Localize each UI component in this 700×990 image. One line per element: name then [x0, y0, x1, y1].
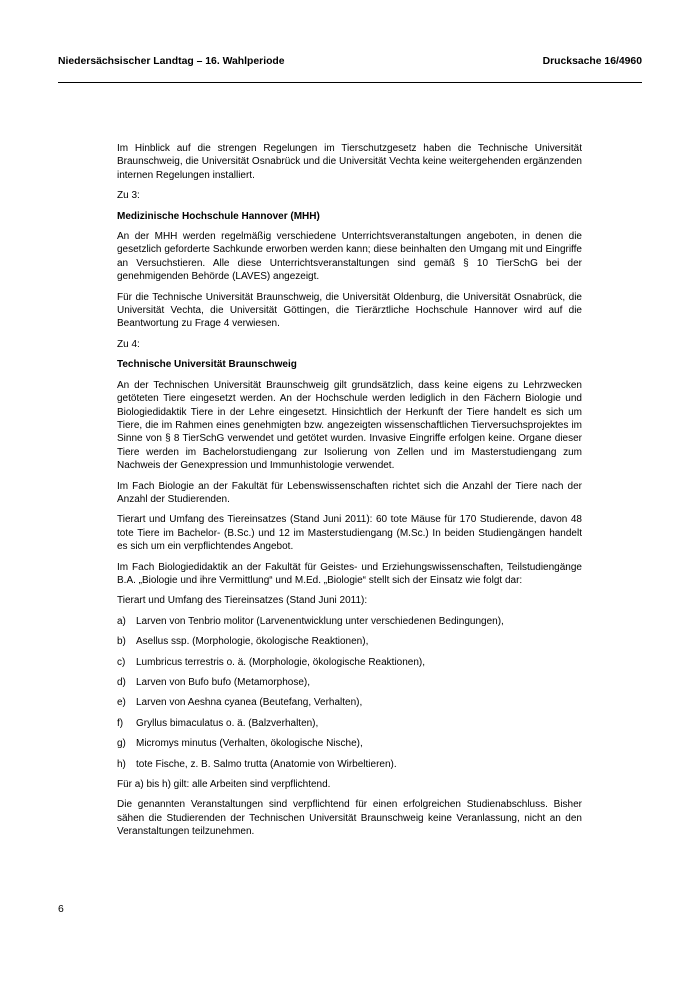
page-header [58, 56, 642, 70]
list-item [117, 717, 582, 730]
section-label: Zu 4: [117, 338, 140, 350]
list-item [117, 635, 582, 648]
list-marker: e) [117, 697, 126, 709]
paragraph: Im Fach Biologiedidaktik an der Fakultät für Geistes- und Erziehungswissenschaften, Teilstudiengänge B.A. „Biologie und ihre Vermittlung“ und M.Ed. „Biologie“ stellt sich der Einsatz wie folgt dar: [117, 561, 582, 586]
paragraph: An der Technischen Universität Braunschweig gilt grundsätzlich, dass keine eigens zu Lehrzwecken getöteten Tiere eingesetzt werden. An der Hochschule werden lediglich in den Fächern Biologie und Biologiedidaktik Tiere in der Lehre eingesetzt. Hinsichtlich der Herkunft der Tiere handelt es sich um Tiere, die im Rahmen eines genehmigten bzw. angezeigten wissenschaftlichen Tierversuchsprojektes im Sinne von § 8 TierSchG verwendet und getötet wurden. Invasive Eingriffe erfolgen keine. Organe dieser Tiere werden im Bachelorstudiengang zur Isolierung von Zellen und im Masterstudiengang zum Nachweis der Genexpression und Immunhistologie verwendet. [117, 379, 582, 472]
paragraph: Für die Technische Universität Braunschweig, die Universität Oldenburg, die Universität Osnabrück, die Universität Vechta, die Universität Göttingen, die Tierärztliche Hochschule Hannover wird auf die Beantwortung zu Frage 4 verwiesen. [117, 291, 582, 330]
list-item [117, 676, 582, 689]
header-divider [58, 82, 642, 83]
paragraph: Für a) bis h) gilt: alle Arbeiten sind verpflichtend. [117, 779, 331, 791]
list-marker: b) [117, 636, 126, 648]
list-item [117, 656, 582, 669]
list-item [117, 696, 582, 709]
list-marker: f) [117, 717, 124, 729]
header-doc-number: Drucksache 16/4960 [542, 56, 642, 67]
paragraph: An der MHH werden regelmäßig verschiedene Unterrichtsveranstaltungen angeboten, in denen die gesetzlich geforderte Sachkunde erworben werden kann; diese beinhalten den Umgang mit und Eingriffe an Versuchstieren. Alle diese Unterrichtsveranstaltungen sind gemäß § 10 TierSchG bei der genehmigenden Behörde (LAVES) angezeigt. [117, 231, 582, 283]
list-item-text: tote Fische, z. B. Salmo trutta (Anatomie von Wirbeltieren). [136, 758, 397, 770]
list-marker: a) [117, 615, 126, 627]
section-heading: Technische Universität Braunschweig [117, 359, 297, 371]
list-marker: h) [117, 758, 126, 770]
list-item-text: Asellus ssp. (Morphologie, ökologische Reaktionen), [136, 636, 369, 648]
section-heading: Medizinische Hochschule Hannover (MHH) [117, 210, 320, 222]
list-item [117, 737, 582, 750]
header-title: Niedersächsischer Landtag – 16. Wahlperiode [58, 56, 285, 67]
list-item [117, 758, 582, 771]
list-item-text: Gryllus bimaculatus o. ä. (Balzverhalten), [136, 717, 319, 729]
list-item [117, 615, 582, 628]
document-body [117, 142, 582, 846]
paragraph: Tierart und Umfang des Tiereinsatzes (Stand Juni 2011): [117, 595, 368, 607]
list-item-text: Micromys minutus (Verhalten, ökologische Nische), [136, 738, 363, 750]
list-marker: d) [117, 677, 126, 688]
list-item-text: Larven von Aeshna cyanea (Beutefang, Verhalten), [136, 697, 363, 709]
list-marker: c) [117, 656, 126, 668]
paragraph: Tierart und Umfang des Tiereinsatzes (Stand Juni 2011): 60 tote Mäuse für 170 Studierende, davon 48 tote Tiere im Bachelor- (B.Sc.) und 12 im Masterstudiengang (M.Sc.) In beiden Studiengängen handelt es sich um ein verpflichtendes Angebot. [117, 514, 582, 553]
page-number: 6 [58, 904, 64, 915]
list-item-text: Lumbricus terrestris o. ä. (Morphologie, ökologische Reaktionen), [136, 656, 426, 668]
paragraph: Die genannten Veranstaltungen sind verpflichtend für einen erfolgreichen Studienabschluss. Bisher sähen die Studierenden der Technischen Universität Braunschweig keine Veranlassung, nicht an den Veranstaltungen teilzunehmen. [117, 799, 582, 838]
list-item-text: Larven von Bufo bufo (Metamorphose), [136, 677, 310, 688]
list-marker: g) [117, 738, 126, 750]
paragraph: Im Fach Biologie an der Fakultät für Lebenswissenschaften richtet sich die Anzahl der Tiere nach der Anzahl der Studierenden. [117, 480, 582, 505]
list-item-text: Larven von Tenbrio molitor (Larvenentwicklung unter verschiedenen Bedingungen), [136, 615, 504, 627]
section-label: Zu 3: [117, 190, 140, 202]
animal-list [117, 615, 582, 771]
paragraph: Im Hinblick auf die strengen Regelungen im Tierschutzgesetz haben die Technische Universität Braunschweig, die Universität Osnabrück und die Universität Vechta keine weitergehenden ergänzenden internen Regelungen installiert. [117, 143, 582, 181]
